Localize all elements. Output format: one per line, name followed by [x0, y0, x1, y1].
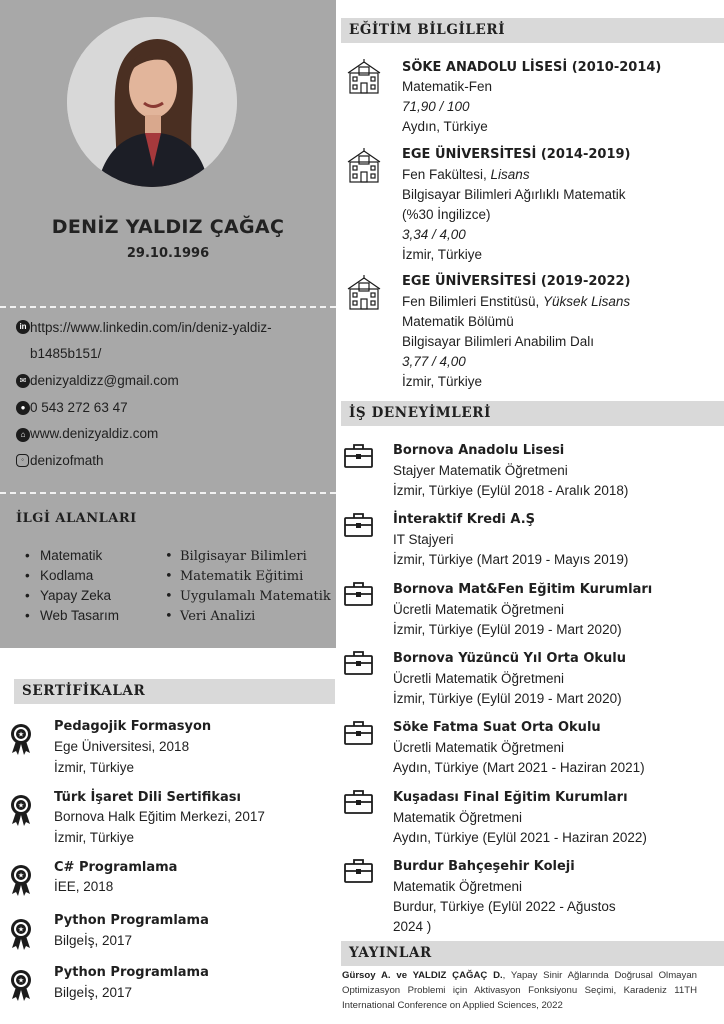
briefcase-icon [343, 581, 374, 607]
job-place: Burdur, Türkiye (Eylül 2022 - Ağustos [393, 899, 616, 914]
profile-photo [67, 17, 237, 187]
job-place: Aydın, Türkiye (Mart 2021 - Haziran 2021) [393, 760, 645, 775]
degree: Lisans [490, 167, 530, 182]
institute: Fen Bilimleri Enstitüsü, [402, 294, 544, 309]
linkedin-url[interactable]: https://www.linkedin.com/in/deniz-yaldiz- [30, 320, 272, 335]
svg-text:★: ★ [17, 731, 25, 739]
education-line: Matematik Bölümü [402, 314, 514, 329]
job-title: Söke Fatma Suat Orta Okulu [393, 720, 601, 735]
faculty: Fen Fakültesi, [402, 167, 491, 182]
briefcase-icon [343, 789, 374, 815]
divider [0, 492, 336, 494]
interest-item: • Kodlama [40, 568, 93, 583]
publication-entry [342, 968, 697, 1013]
cert-line: İEE, 2018 [54, 879, 114, 894]
interest-item: • Yapay Zeka [40, 588, 111, 603]
cert-title: Pedagojik Formasyon [54, 719, 212, 734]
education-line: Bilgisayar Bilimleri Ağırlıklı Matematik [402, 187, 626, 202]
contact-phone [16, 401, 30, 415]
job-place: İzmir, Türkiye (Eylül 2018 - Aralık 2018) [393, 483, 629, 498]
cert-line: Bornova Halk Eğitim Merkezi, 2017 [54, 809, 265, 824]
job-place-cont: 2024 ) [393, 919, 432, 934]
education-title: EGE ÜNİVERSİTESİ (2019-2022) [402, 274, 631, 289]
medal-icon [9, 794, 33, 826]
job-title: Burdur Bahçeşehir Koleji [393, 859, 575, 874]
job-role: Ücretli Matematik Öğretmeni [393, 602, 565, 617]
job-title: Kuşadası Final Eğitim Kurumları [393, 790, 628, 805]
briefcase-icon [343, 512, 374, 538]
cert-title: Python Programlama [54, 965, 209, 980]
job-place: İzmir, Türkiye (Mart 2019 - Mayıs 2019) [393, 552, 629, 567]
job-role: IT Stajyeri [393, 532, 454, 547]
medal-icon [9, 864, 33, 896]
education-location: İzmir, Türkiye [402, 247, 483, 262]
svg-text:★: ★ [17, 802, 25, 810]
interest-item: • Matematik Eğitimi [180, 569, 303, 584]
person-icon: ● [16, 401, 30, 415]
home-icon: ⌂ [16, 428, 30, 442]
contact-website [16, 428, 30, 442]
divider [0, 306, 336, 308]
person-name: DENİZ YALDIZ ÇAĞAÇ [51, 216, 285, 238]
interest-item: • Uygulamalı Matematik [180, 589, 331, 604]
school-icon [346, 57, 382, 95]
job-role: Ücretli Matematik Öğretmeni [393, 671, 565, 686]
job-title: İnteraktif Kredi A.Ş [393, 512, 535, 527]
job-title: Bornova Mat&Fen Eğitim Kurumları [393, 582, 653, 597]
education-title: EGE ÜNİVERSİTESİ (2014-2019) [402, 147, 631, 162]
school-icon [346, 273, 382, 311]
publication-authors: Gürsoy A. ve YALDIZ ÇAĞAÇ D. [342, 970, 503, 981]
education-line [402, 167, 530, 182]
contact-email [16, 374, 30, 388]
medal-icon [9, 969, 33, 1001]
svg-text:★: ★ [17, 926, 25, 934]
cert-line: Bilgeİş, 2017 [54, 933, 133, 948]
education-location: Aydın, Türkiye [402, 119, 488, 134]
cert-title: Python Programlama [54, 913, 209, 928]
sidebar [0, 0, 336, 648]
medal-icon [9, 918, 33, 950]
job-role: Stajyer Matematik Öğretmeni [393, 463, 568, 478]
interest-item: • Matematik [40, 548, 102, 563]
experience-header: İŞ DENEYİMLERİ [341, 401, 724, 426]
job-role: Matematik Öğretmeni [393, 810, 523, 825]
job-place: İzmir, Türkiye (Eylül 2019 - Mart 2020) [393, 691, 622, 706]
website-text[interactable]: www.denizyaldiz.com [30, 426, 159, 441]
education-location: İzmir, Türkiye [402, 374, 483, 389]
briefcase-icon [343, 443, 374, 469]
contact-linkedin[interactable] [16, 320, 30, 334]
education-header: EĞİTİM BİLGİLERİ [341, 18, 724, 43]
interest-item: • Bilgisayar Bilimleri [180, 549, 307, 564]
cert-line: İzmir, Türkiye [54, 760, 135, 775]
education-gpa: 3,34 / 4,00 [402, 227, 466, 242]
certificates-header: SERTİFİKALAR [14, 679, 335, 704]
job-role: Matematik Öğretmeni [393, 879, 523, 894]
cert-line: Ege Üniversitesi, 2018 [54, 739, 190, 754]
job-place: Aydın, Türkiye (Eylül 2021 - Haziran 2022) [393, 830, 647, 845]
education-gpa: 3,77 / 4,00 [402, 354, 466, 369]
degree: Yüksek Lisans [543, 294, 631, 309]
cert-line: İzmir, Türkiye [54, 830, 135, 845]
briefcase-icon [343, 720, 374, 746]
cert-title: Türk İşaret Dili Sertifikası [54, 790, 241, 805]
interest-item: • Veri Analizi [180, 609, 255, 624]
job-role: Ücretli Matematik Öğretmeni [393, 740, 565, 755]
svg-text:★: ★ [17, 977, 25, 985]
instagram-text[interactable]: denizofmath [30, 453, 104, 468]
briefcase-icon [343, 858, 374, 884]
email-icon: ✉ [16, 374, 30, 388]
education-gpa: 71,90 / 100 [402, 99, 470, 114]
phone-text[interactable]: 0 543 272 63 47 [30, 400, 128, 415]
education-title: SÖKE ANADOLU LİSESİ (2010-2014) [402, 60, 662, 75]
linkedin-icon: in [16, 320, 30, 334]
birth-date: 29.10.1996 [126, 246, 210, 261]
linkedin-url-cont[interactable]: b1485b151/ [30, 346, 102, 361]
cert-title: C# Programlama [54, 860, 178, 875]
education-line: (%30 İngilizce) [402, 207, 491, 222]
job-title: Bornova Anadolu Lisesi [393, 443, 565, 458]
interests-title: İLGİ ALANLARI [16, 511, 137, 526]
education-line: Bilgisayar Bilimleri Anabilim Dalı [402, 334, 595, 349]
publication-text: , Yapay Sinir Ağlarında Doğrusal Olmayan Optimizasyon Problemi için Aktivasyon Fonksiyonu Seçimi, Karadeniz 11TH International Conference on Applied Sciences, 2022 [342, 970, 697, 1011]
school-icon [346, 146, 382, 184]
job-place: İzmir, Türkiye (Eylül 2019 - Mart 2020) [393, 622, 622, 637]
interest-item: • Web Tasarım [40, 608, 119, 623]
briefcase-icon [343, 650, 374, 676]
education-line [402, 294, 630, 309]
svg-text:★: ★ [17, 872, 25, 880]
instagram-icon: ◦ [16, 454, 29, 467]
medal-icon [9, 723, 33, 755]
job-title: Bornova Yüzüncü Yıl Orta Okulu [393, 651, 626, 666]
contact-instagram [16, 454, 29, 467]
education-line: Matematik-Fen [402, 79, 493, 94]
publications-header: YAYINLAR [341, 941, 724, 966]
cert-line: Bilgeİş, 2017 [54, 985, 133, 1000]
email-text[interactable]: denizyaldizz@gmail.com [30, 373, 179, 388]
